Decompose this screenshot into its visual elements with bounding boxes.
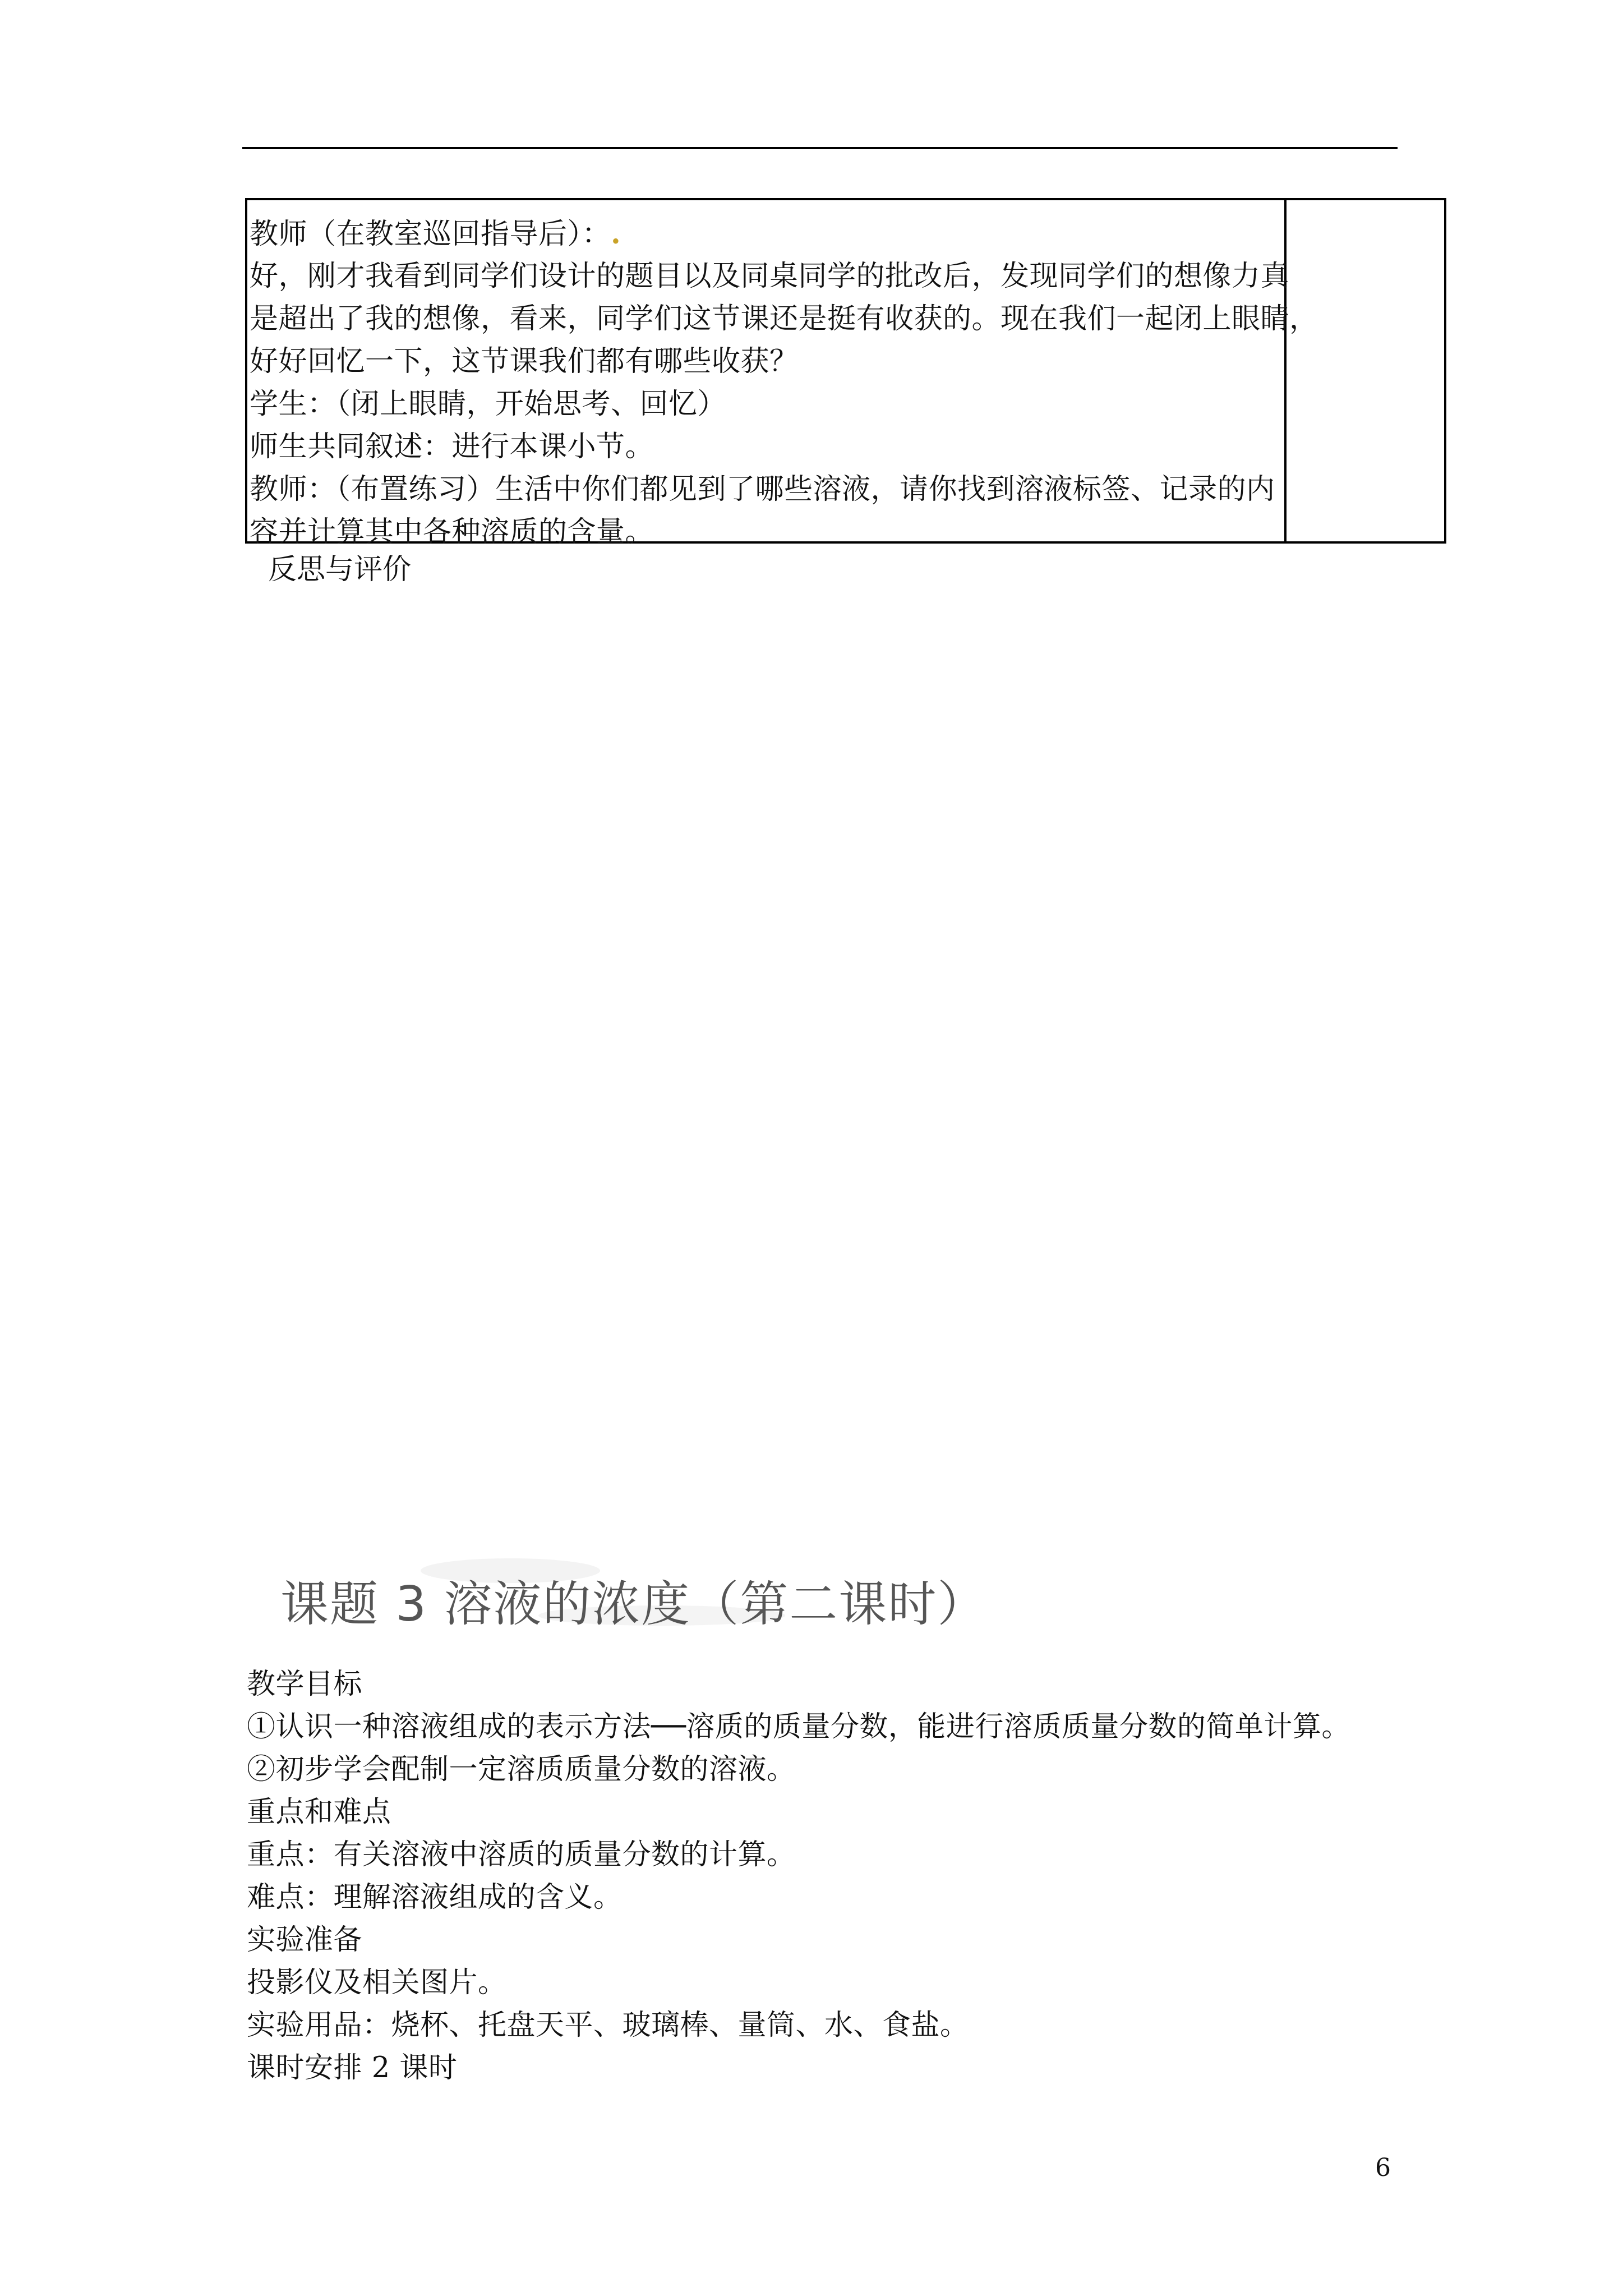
experiment-prep-item: 投影仪及相关图片。 — [247, 1966, 507, 1999]
lesson-title: 课题 3 溶液的浓度（第二课时） — [280, 1576, 987, 1632]
objective-item: ②初步学会配制一定溶质质量分数的溶液。 — [247, 1753, 796, 1786]
lesson-table — [245, 198, 1446, 549]
notes-cell — [1287, 200, 1444, 541]
experiment-prep-heading: 实验准备 — [247, 1924, 363, 1957]
dialogue-line: 教师：（布置练习）生活中你们都见到了哪些溶液，请你找到溶液标签、记录的内 — [250, 473, 1275, 506]
page-number: 6 — [1375, 2154, 1391, 2182]
reflection-heading: 反思与评价 — [268, 553, 412, 586]
header-rule — [242, 147, 1398, 149]
dialogue-line: 好好回忆一下，这节课我们都有哪些收获？ — [250, 345, 799, 378]
schedule-line: 课时安排 2 课时 — [247, 2051, 458, 2085]
objectives-heading: 教学目标 — [247, 1668, 363, 1701]
experiment-materials: 实验用品：烧杯、托盘天平、玻璃棒、量筒、水、食盐。 — [247, 2009, 969, 2042]
key-points-heading: 重点和难点 — [247, 1796, 391, 1829]
dialogue-line: 好，刚才我看到同学们设计的题目以及同桌同学的批改后，发现同学们的想像力真 — [250, 260, 1290, 293]
dialogue-line: 容并计算其中各种溶质的含量。 — [250, 516, 654, 549]
dot-mark: . — [611, 217, 621, 251]
objective-item: ①认识一种溶液组成的表示方法──溶质的质量分数，能进行溶质质量分数的简单计算。 — [247, 1710, 1350, 1743]
dialogue-cell — [247, 200, 1318, 549]
dialogue-line: 是超出了我的想像，看来，同学们这节课还是挺有收获的。现在我们一起闭上眼睛， — [250, 302, 1318, 335]
dialogue-line: 教师（在教室巡回指导后）：. — [250, 217, 621, 251]
difficulty-point: 难点：理解溶液组成的含义。 — [247, 1881, 623, 1914]
dialogue-line: 师生共同叙述：进行本课小节。 — [250, 430, 654, 463]
dialogue-line: 学生：（闭上眼睛，开始思考、回忆） — [250, 388, 727, 421]
key-point: 重点：有关溶液中溶质的质量分数的计算。 — [247, 1838, 796, 1871]
objectives-section — [247, 1663, 1424, 2090]
